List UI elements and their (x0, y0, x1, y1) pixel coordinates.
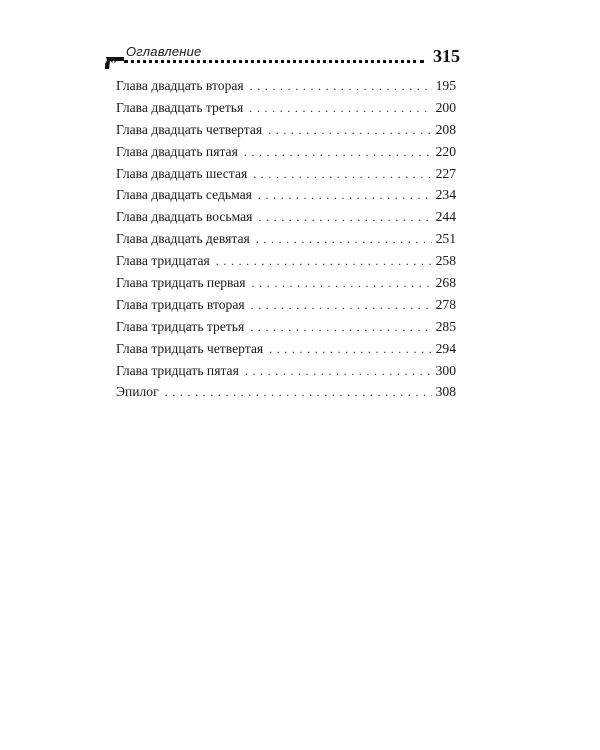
toc-entry-page: 251 (435, 231, 456, 247)
toc-entry-title: Глава двадцать девятая (116, 231, 250, 247)
toc-entry-page: 308 (435, 384, 456, 400)
toc-entry-page: 200 (435, 99, 456, 115)
toc-entry-title: Эпилог (116, 384, 159, 400)
toc-entry-title: Глава двадцать восьмая (116, 209, 253, 225)
toc-entry[interactable] (116, 384, 456, 406)
toc-entry-page: 227 (435, 165, 456, 181)
toc-leader-dots (165, 385, 432, 400)
toc-entry[interactable] (116, 253, 456, 275)
toc-entry[interactable] (116, 144, 456, 166)
toc-leader-dots (251, 298, 432, 313)
toc-entry[interactable] (116, 341, 456, 363)
toc-entry-page: 234 (435, 187, 456, 203)
table-of-contents (116, 78, 456, 406)
toc-leader-dots (253, 167, 431, 182)
toc-entry[interactable] (116, 209, 456, 231)
toc-entry[interactable] (116, 297, 456, 319)
toc-entry[interactable] (116, 100, 456, 122)
toc-leader-dots (258, 210, 431, 225)
toc-leader-dots (269, 342, 432, 357)
toc-entry-title: Глава двадцать седьмая (116, 187, 252, 203)
toc-leader-dots (258, 188, 432, 203)
toc-entry[interactable] (116, 187, 456, 209)
toc-entry-title: Глава двадцать шестая (116, 165, 248, 181)
toc-entry-page: 244 (435, 209, 456, 225)
toc-leader-dots (249, 101, 431, 116)
toc-entry-title: Глава двадцать четвертая (116, 121, 263, 137)
toc-leader-dots (216, 254, 432, 269)
toc-entry-title: Глава тридцать вторая (116, 296, 245, 312)
toc-entry-title: Глава тридцать третья (116, 318, 245, 334)
toc-leader-dots (244, 145, 432, 160)
toc-entry-page: 258 (435, 253, 456, 269)
toc-entry[interactable] (116, 78, 456, 100)
toc-entry-title: Глава тридцать четвертая (116, 340, 264, 356)
section-title: Оглавление (126, 44, 202, 59)
toc-entry-title: Глава тридцать первая (116, 275, 246, 291)
toc-entry-page: 278 (435, 296, 456, 312)
toc-entry-title: Глава тридцатая (116, 253, 210, 269)
toc-leader-dots (245, 364, 432, 379)
toc-leader-dots (256, 232, 432, 247)
toc-leader-dots (268, 123, 431, 138)
toc-entry[interactable] (116, 363, 456, 385)
toc-leader-dots (252, 276, 432, 291)
revolver-icon (104, 55, 126, 71)
toc-entry[interactable] (116, 166, 456, 188)
toc-entry[interactable] (116, 231, 456, 253)
toc-entry-title: Глава тридцать пятая (116, 362, 239, 378)
toc-entry-page: 195 (435, 78, 456, 93)
toc-entry-title: Глава двадцать вторая (116, 78, 244, 93)
toc-entry[interactable] (116, 275, 456, 297)
toc-entry-page: 294 (435, 340, 456, 356)
toc-entry-page: 220 (435, 143, 456, 159)
toc-entry-title: Глава двадцать пятая (116, 143, 238, 159)
page-number: 315 (433, 46, 460, 66)
toc-leader-dots (250, 320, 431, 335)
toc-entry-title: Глава двадцать третья (116, 99, 244, 115)
toc-entry-page: 268 (435, 275, 456, 291)
toc-entry-page: 300 (435, 362, 456, 378)
toc-entry-page: 208 (435, 121, 456, 137)
toc-entry-page: 285 (435, 318, 456, 334)
running-header (104, 44, 460, 72)
toc-leader-dots (250, 79, 432, 94)
toc-entry[interactable] (116, 122, 456, 144)
header-dotted-rule (124, 60, 424, 63)
toc-entry[interactable] (116, 319, 456, 341)
